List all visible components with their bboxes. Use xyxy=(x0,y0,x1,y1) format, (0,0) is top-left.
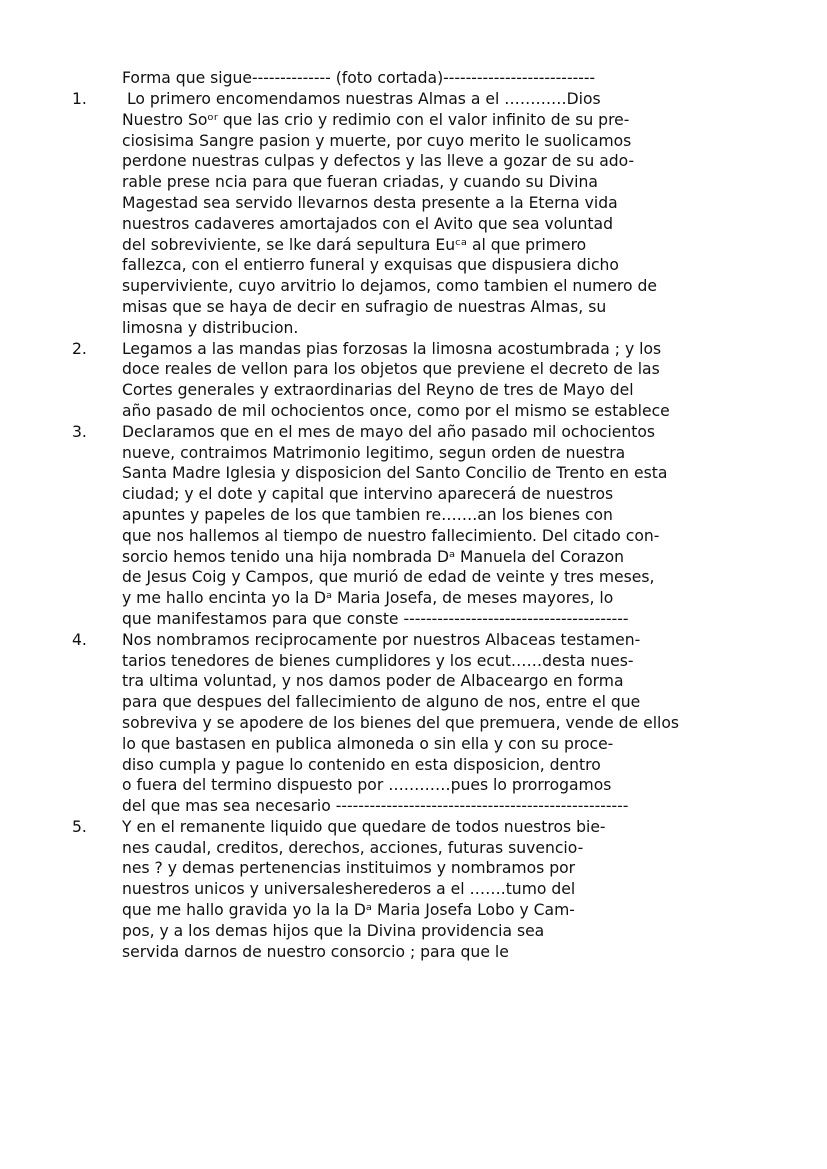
clause-item xyxy=(0,630,827,817)
text-line: pos, y a los demas hijos que la Divina providencia sea xyxy=(122,921,545,940)
clause-text xyxy=(122,339,827,422)
clause-number: 2. xyxy=(72,339,87,358)
text-line: rable prese ncia para que fueran criadas, y cuando su Divina xyxy=(122,173,598,192)
text-line: fallezca, con el entierro funeral y exquisas que dispusiera dicho xyxy=(122,256,619,275)
text-line: tra ultima voluntad, y nos damos poder de Albaceargo en forma xyxy=(122,672,624,691)
clause-number: 4. xyxy=(72,630,87,649)
text-line: sorcio hemos tenido una hija nombrada Dᵃ Manuela del Corazon xyxy=(122,547,625,566)
text-line: apuntes y papeles de los que tambien re…….an los bienes con xyxy=(122,505,613,524)
text-line: nuestros cadaveres amortajados con el Avito que sea voluntad xyxy=(122,214,613,233)
text-line: o fuera del termino dispuesto por …………pues lo prorrogamos xyxy=(122,776,612,795)
clause-text xyxy=(122,422,827,630)
clause-number: 5. xyxy=(72,817,87,836)
clause-item xyxy=(0,339,827,422)
text-line: Magestad sea servido llevarnos desta presente a la Eterna vida xyxy=(122,193,618,212)
text-line: lo que bastasen en publica almoneda o sin ella y con su proce- xyxy=(122,734,614,753)
text-line: ciosisima Sangre pasion y muerte, por cuyo merito le suolicamos xyxy=(122,131,632,150)
clause-item xyxy=(0,422,827,630)
text-line: diso cumpla y pague lo contenido en esta disposicion, dentro xyxy=(122,755,601,774)
text-line: tarios tenedores de bienes cumplidores y los ecut……desta nues- xyxy=(122,651,634,670)
text-line: Nuestro Soᵒʳ que las crio y redimio con el valor infinito de su pre- xyxy=(122,110,630,129)
text-line: misas que se haya de decir en sufragio de nuestras Almas, su xyxy=(122,297,607,316)
text-line: nes ? y demas pertenencias instituimos y nombramos por xyxy=(122,859,576,878)
text-line: Lo primero encomendamos nuestras Almas a el …………Dios xyxy=(122,90,601,108)
text-line: perdone nuestras culpas y defectos y las lleve a gozar de su ado- xyxy=(122,152,635,171)
text-line: sobreviva y se apodere de los bienes del que premuera, vende de ellos xyxy=(122,713,680,732)
clause-number: 1. xyxy=(72,90,87,108)
text-line: nueve, contraimos Matrimonio legitimo, segun orden de nuestra xyxy=(122,443,626,462)
clause-text xyxy=(122,89,827,339)
document-heading: Forma que sigue-------------- (foto cortada)--------------------------- xyxy=(122,69,596,87)
text-line: limosna y distribucion. xyxy=(122,318,299,337)
clause-text xyxy=(122,817,827,963)
clause-list xyxy=(0,89,827,962)
text-line: Y en el remanente liquido que quedare de todos nuestros bie- xyxy=(122,817,606,836)
text-line: y me hallo encinta yo la Dᵃ Maria Josefa, de meses mayores, lo xyxy=(122,589,614,608)
clause-number: 3. xyxy=(72,422,87,441)
clause-item xyxy=(0,89,827,339)
text-line: año pasado de mil ochocientos once, como por el mismo se establece xyxy=(122,401,670,420)
text-line: Nos nombramos reciprocamente por nuestros Albaceas testamen- xyxy=(122,630,641,649)
text-line: servida darnos de nuestro consorcio ; para que le xyxy=(122,942,509,961)
text-line: doce reales de vellon para los objetos que previene el decreto de las xyxy=(122,360,660,379)
clause-item xyxy=(0,817,827,963)
text-line: Santa Madre Iglesia y disposicion del Santo Concilio de Trento en esta xyxy=(122,464,668,483)
text-line: nuestros unicos y universalesherederos a el …….tumo del xyxy=(122,880,576,899)
text-line: Cortes generales y extraordinarias del Reyno de tres de Mayo del xyxy=(122,381,634,400)
text-line: superviviente, cuyo arvitrio lo dejamos, como tambien el numero de xyxy=(122,277,657,296)
text-line: que nos hallemos al tiempo de nuestro fallecimiento. Del citado con- xyxy=(122,526,660,545)
text-line: que me hallo gravida yo la la Dᵃ Maria Josefa Lobo y Cam- xyxy=(122,901,575,920)
text-line: ciudad; y el dote y capital que intervino aparecerá de nuestros xyxy=(122,485,614,504)
text-line: de Jesus Coig y Campos, que murió de edad de veinte y tres meses, xyxy=(122,568,655,587)
text-line: que manifestamos para que conste ---------------------------------------- xyxy=(122,609,629,628)
clause-text xyxy=(122,630,827,817)
text-line: Legamos a las mandas pias forzosas la limosna acostumbrada ; y los xyxy=(122,339,662,358)
text-line: del que mas sea necesario ---------------------------------------------------- xyxy=(122,797,629,816)
text-line: del sobreviviente, se lke dará sepultura Euᶜᵃ al que primero xyxy=(122,235,587,254)
text-line: para que despues del fallecimiento de alguno de nos, entre el que xyxy=(122,693,641,712)
text-line: Declaramos que en el mes de mayo del año pasado mil ochocientos xyxy=(122,422,656,441)
text-line: nes caudal, creditos, derechos, acciones, futuras suvencio- xyxy=(122,838,584,857)
